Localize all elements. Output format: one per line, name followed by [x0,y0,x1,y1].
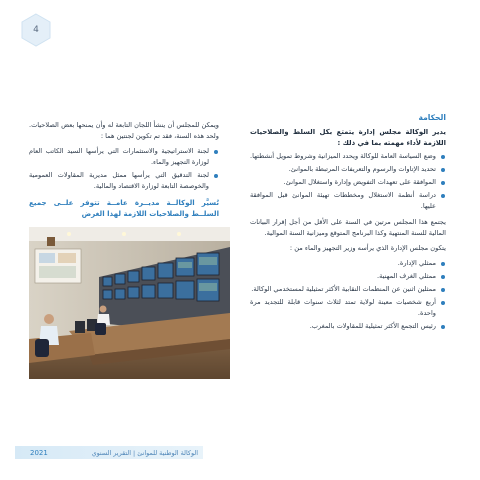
list-item: ممثلي الإدارة. [250,258,446,269]
list-item: الموافقة على تعهدات التفويض وإدارة واستغلال الموانئ. [250,177,446,188]
page-number: 4 [33,25,39,35]
page-number-badge [21,13,51,47]
bullet-icon [441,181,445,185]
management-statement: تُسيَّر الوكالــة مديــرة عامــة تتوفر علــى جميع السلــط والصلاحيات اللازمة لهذا الغرض [29,198,219,218]
control-room-photo [29,227,230,379]
bullet-icon [214,150,218,154]
list-item: أربع شخصيات معينة لولاية تمتد لثلاث سنوات قابلة للتجديد مرة واحدة. [250,297,446,319]
list-item: لجنة التدقيق التي يرأسها ممثل مديرية المقاولات العمومية والخوصصة التابعة لوزارة الاقتصاد والمالية. [29,170,219,192]
composition-list [250,258,446,332]
committees-paragraph: ويمكن للمجلس أن ينشأ اللجان التابعة له وأن يمنحها بعض الصلاحيات. ولحد هذه السنة، فقد تم تكوين لجنتين هما : [29,121,219,140]
bullet-icon [441,325,445,329]
list-item: تحديد الإتاوات والرسوم والتعريفات المرتبطة بالموانئ. [250,164,446,175]
list-item: وضع السياسة العامة للوكالة ويحدد الميزانية وشروط تمويل أنشطتها. [250,151,446,162]
committees-list [29,146,219,192]
footer-year: 2021 [30,449,48,457]
list-item: رئيس التجمع الأكثر تمثيلية للمقاولات بالمغرب. [250,321,446,332]
right-column [250,112,446,337]
bullet-icon [441,262,445,266]
bullet-icon [441,301,445,305]
bullet-icon [441,275,445,279]
lead-paragraph: يدير الوكالة مجلس إدارة يتمتع بكل السلط والصلاحيات اللازمة لأداء مهمته بما في ذلك : [250,128,446,147]
meeting-paragraph: يجتمع هذا المجلس مرتين في السنة على الأقل من أجل إقرار البيانات المالية للسنة المنتهية وكذا البرنامج المتوقع وميزانية السنة الموالية. [250,218,446,237]
left-column [29,120,219,219]
control-room-illustration [29,227,230,379]
bullet-icon [441,155,445,159]
bullet-icon [214,174,218,178]
bullet-icon [441,168,445,172]
footer-title: الوكالة الوطنية للموانئ | التقرير السنوي [91,449,198,457]
list-item: دراسة أنظمة الاستغلال ومخططات تهيئة الموانئ قبل الموافقة عليها. [250,190,446,212]
bullet-icon [441,288,445,292]
list-item: ممثلي الغرف المهنية. [250,271,446,282]
composition-intro: يتكون مجلس الإدارة الذي يرأسه وزير التجهيز والماء من : [289,244,446,252]
list-item: ممثلين اثنين عن المنظمات النقابية الأكثر تمثيلية لمستخدمي الوكالة. [250,284,446,295]
list-item: لجنة الاستراتيجية والاستثمارات التي يرأسها السيد الكاتب العام لوزارة التجهيز والماء. [29,146,219,168]
powers-list [250,151,446,212]
section-heading: الحكامة [418,113,446,122]
bullet-icon [441,194,445,198]
